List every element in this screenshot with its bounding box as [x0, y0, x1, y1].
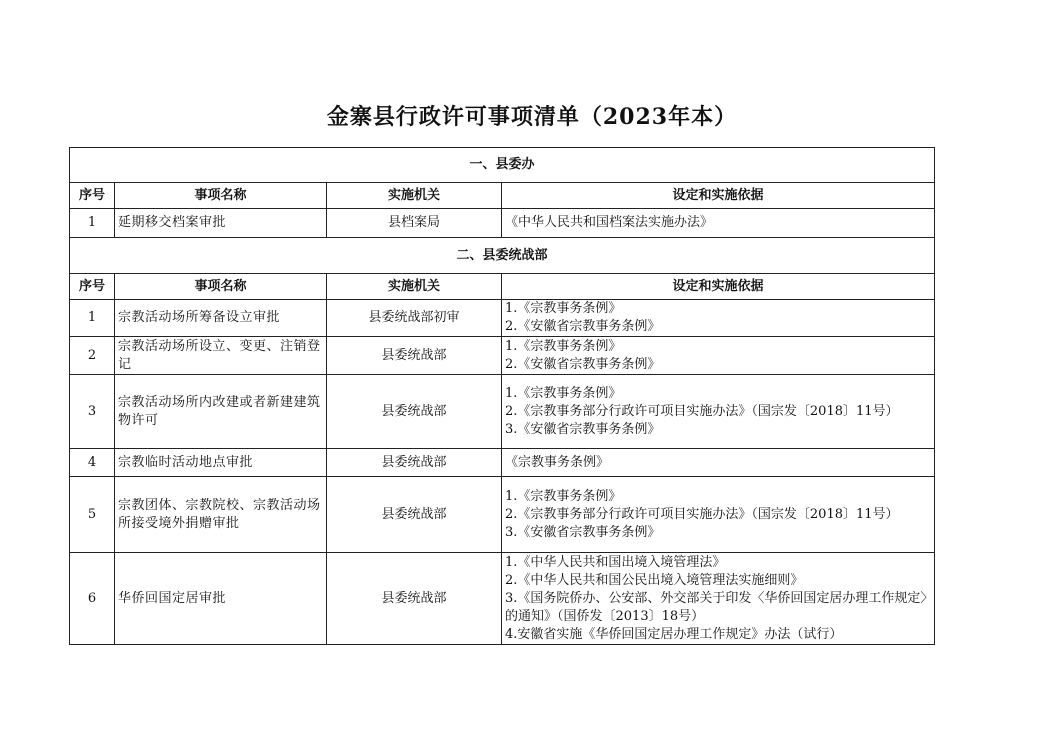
row-number: 2 — [70, 337, 115, 375]
implementing-agency: 县委统战部 — [327, 477, 502, 553]
table-row — [70, 553, 935, 645]
legal-basis — [502, 477, 935, 553]
table-row — [70, 477, 935, 553]
item-name: 宗教活动场所设立、变更、注销登记 — [115, 337, 327, 375]
table-row — [70, 209, 935, 238]
item-name: 宗教临时活动地点审批 — [115, 449, 327, 477]
item-name: 延期移交档案审批 — [115, 209, 327, 238]
item-name: 华侨回国定居审批 — [115, 553, 327, 645]
basis-line: 2.《安徽省宗教事务条例》 — [505, 319, 661, 334]
table-header-row — [70, 183, 935, 209]
table-row — [70, 449, 935, 477]
header-org: 实施机关 — [327, 274, 502, 300]
table-row — [70, 300, 935, 337]
row-number: 1 — [70, 209, 115, 238]
basis-line: 1.《宗教事务条例》 — [505, 338, 622, 354]
basis-line: 2.《安徽省宗教事务条例》 — [505, 356, 661, 372]
implementing-agency: 县档案局 — [327, 209, 502, 238]
basis-line: 1.《宗教事务条例》 — [505, 385, 622, 401]
row-number: 5 — [70, 477, 115, 553]
legal-basis — [502, 553, 935, 645]
header-name: 事项名称 — [115, 183, 327, 209]
row-number: 3 — [70, 375, 115, 449]
section-heading: 二、县委统战部 — [70, 238, 935, 274]
implementing-agency: 县委统战部 — [327, 449, 502, 477]
item-name: 宗教团体、宗教院校、宗教活动场所接受境外捐赠审批 — [115, 477, 327, 553]
implementing-agency: 县委统战部 — [327, 375, 502, 449]
legal-basis — [502, 209, 935, 238]
header-no: 序号 — [70, 274, 115, 300]
basis-line: 2.《宗教事务部分行政许可项目实施办法》（国宗发〔2018〕11号） — [505, 506, 899, 522]
item-name: 宗教活动场所内改建或者新建建筑物许可 — [115, 375, 327, 449]
header-basis: 设定和实施依据 — [502, 274, 935, 300]
legal-basis — [502, 337, 935, 375]
permit-list-table — [69, 147, 935, 645]
row-number: 1 — [70, 300, 115, 337]
basis-line: 4.安徽省实施《华侨回国定居办理工作规定》办法（试行） — [505, 626, 843, 642]
table-row — [70, 337, 935, 375]
header-basis: 设定和实施依据 — [502, 183, 935, 209]
basis-line: 1.《宗教事务条例》 — [505, 488, 622, 504]
legal-basis — [502, 375, 935, 449]
basis-line: 2.《宗教事务部分行政许可项目实施办法》（国宗发〔2018〕11号） — [505, 403, 899, 419]
basis-line: 《中华人民共和国档案法实施办法》 — [505, 215, 714, 230]
basis-line: 3.《国务院侨办、公安部、外交部关于印发〈华侨回国定居办理工作规定〉的通知》（国侨发〔2013〕18号） — [505, 590, 927, 624]
header-name: 事项名称 — [115, 274, 327, 300]
row-number: 4 — [70, 449, 115, 477]
row-number: 6 — [70, 553, 115, 645]
table-header-row — [70, 274, 935, 300]
basis-line: 2.《中华人民共和国公民出境入境管理法实施细则》 — [505, 572, 804, 588]
legal-basis — [502, 449, 935, 477]
implementing-agency: 县委统战部 — [327, 337, 502, 375]
implementing-agency: 县委统战部 — [327, 553, 502, 645]
section-heading-row — [70, 148, 935, 183]
basis-line: 3.《安徽省宗教事务条例》 — [505, 421, 661, 437]
header-no: 序号 — [70, 183, 115, 209]
section-heading: 一、县委办 — [70, 148, 935, 183]
table-row — [70, 375, 935, 449]
basis-line: 3.《安徽省宗教事务条例》 — [505, 524, 661, 540]
basis-line: 1.《中华人民共和国出境入境管理法》 — [505, 554, 726, 570]
basis-line: 《宗教事务条例》 — [505, 454, 610, 470]
basis-line: 1.《宗教事务条例》 — [505, 301, 622, 316]
section-heading-row — [70, 238, 935, 274]
implementing-agency: 县委统战部初审 — [327, 300, 502, 337]
header-org: 实施机关 — [327, 183, 502, 209]
page-title: 金寨县行政许可事项清单（2023年本） — [326, 104, 738, 130]
legal-basis — [502, 300, 935, 337]
item-name: 宗教活动场所筹备设立审批 — [115, 300, 327, 337]
